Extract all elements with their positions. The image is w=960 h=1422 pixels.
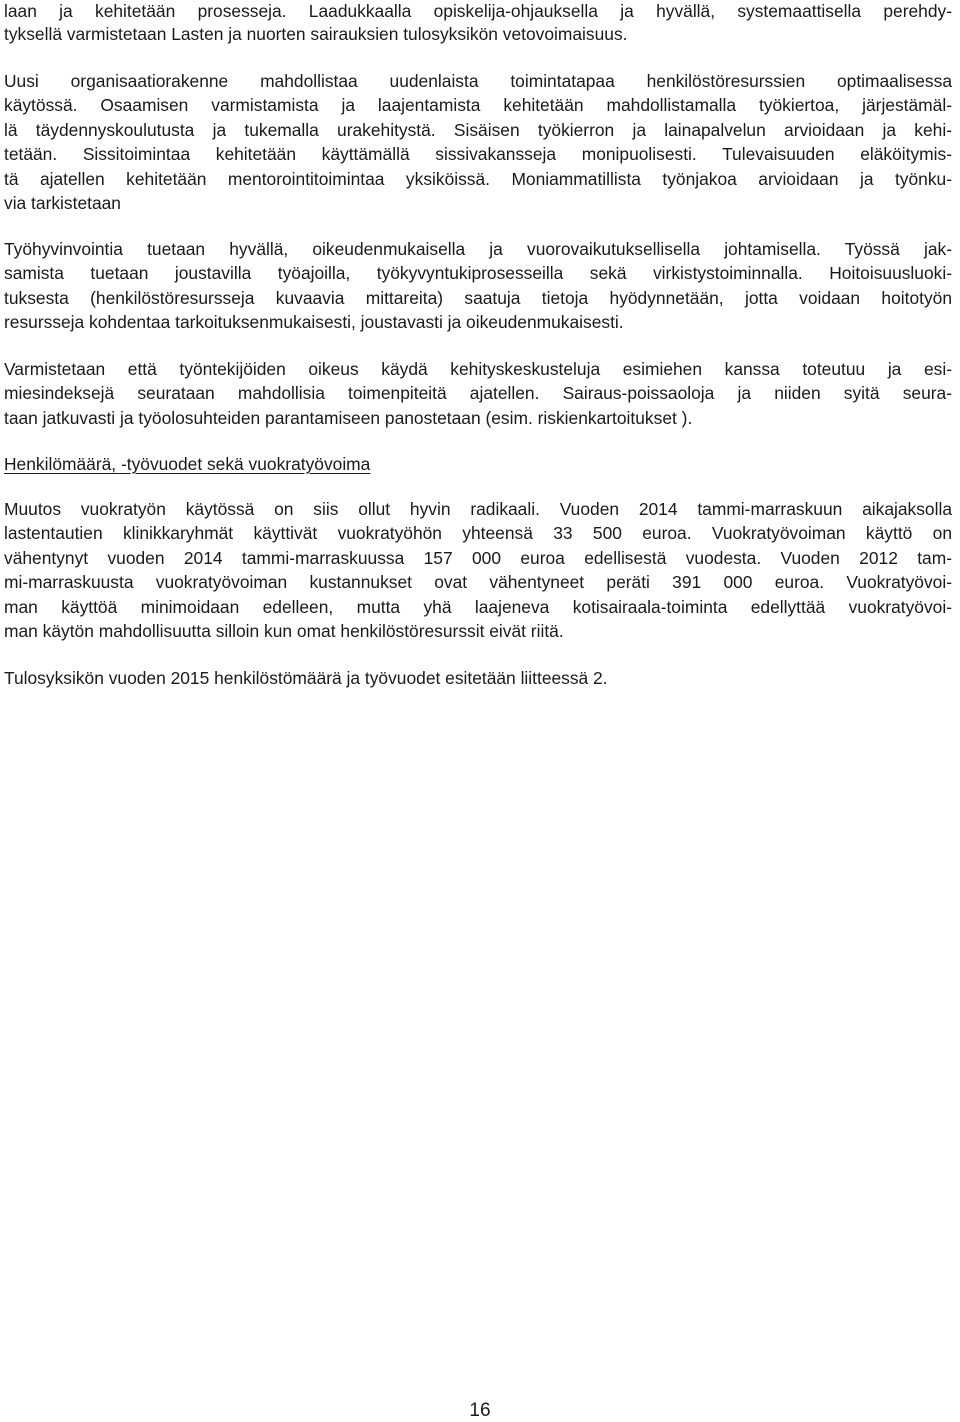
section-paragraph-1-line-3: vähentynyt vuoden 2014 tammi-marraskuussa 157 000 euroa edellisestä vuodesta. Vuoden 2012 tam- [4, 548, 952, 568]
paragraph-4-line-3: taan jatkuvasti ja työolosuhteiden parantamiseen panostetaan (esim. riskienkartoitukset ). [4, 408, 693, 428]
paragraph-3-line-4: resursseja kohdentaa tarkoituksenmukaisesti, joustavasti ja oikeudenmukaisesti. [4, 312, 624, 332]
paragraph-4-line-2: miesindeksejä seurataan mahdollisia toimenpiteitä ajatellen. Sairaus-poissaoloja ja niiden syitä seura- [4, 383, 952, 403]
paragraph-2-line-6: via tarkistetaan [4, 193, 121, 213]
section-paragraph-1-line-5: man käyttöä minimoidaan edelleen, mutta yhä laajeneva kotisairaala-toiminta edellyttää vuokratyövoi- [4, 597, 952, 617]
section-paragraph-1-line-6: man käytön mahdollisuutta silloin kun omat henkilöstöresurssit eivät riitä. [4, 621, 564, 641]
paragraph-2-line-1: Uusi organisaatiorakenne mahdollistaa uudenlaista toimintatapaa henkilöstöresurssien optimaalisessa [4, 71, 952, 91]
paragraph-3-line-3: tuksesta (henkilöstöresursseja kuvaavia mittareita) saatuja tietoja hyödynnetään, jotta voidaan hoitotyön [4, 288, 952, 308]
section-paragraph-1-line-4: mi-marraskuusta vuokratyövoiman kustannukset ovat vähentyneet peräti 391 000 euroa. Vuokratyövoi- [4, 572, 952, 592]
paragraph-3-line-2: samista tuetaan joustavilla työajoilla, työkyvyntukiprosesseilla sekä virkistystoiminnalla. Hoitoisuusluoki- [4, 263, 952, 283]
paragraph-2-line-2: käytössä. Osaamisen varmistamista ja laajentamista kehitetään mahdollistamalla työkiertoa, järjestämäl- [4, 95, 952, 115]
paragraph-1-line-1: laan ja kehitetään prosesseja. Laadukkaalla opiskelija-ohjauksella ja hyvällä, systemaattisella perehdy- [4, 1, 952, 21]
page-number: 16 [469, 1400, 491, 1421]
paragraph-2-line-3: lä täydennyskoulutusta ja tukemalla urakehitystä. Sisäisen työkierron ja lainapalvelun arvioidaan ja kehi- [4, 120, 952, 140]
section-heading: Henkilömäärä, -työvuodet sekä vuokratyövoima [4, 454, 371, 474]
paragraph-4-line-1: Varmistetaan että työntekijöiden oikeus käydä kehityskeskusteluja esimiehen kanssa toteutuu ja esi- [4, 359, 952, 379]
section-paragraph-2-line-1: Tulosyksikön vuoden 2015 henkilöstömäärä ja työvuodet esitetään liitteessä 2. [4, 668, 608, 688]
paragraph-1-line-2: tyksellä varmistetaan Lasten ja nuorten sairauksien tulosyksikön vetovoimaisuus. [4, 24, 628, 44]
paragraph-2-line-5: tä ajatellen kehitetään mentorointitoimintaa yksiköissä. Moniammatillista työnjakoa arvioidaan ja työnku- [4, 169, 952, 189]
paragraph-3-line-1: Työhyvinvointia tuetaan hyvällä, oikeudenmukaisella ja vuorovaikutuksellisella johtamisella. Työssä jak- [4, 239, 952, 259]
section-paragraph-1-line-1: Muutos vuokratyön käytössä on siis ollut hyvin radikaali. Vuoden 2014 tammi-marraskuun aikajaksolla [4, 499, 952, 519]
section-paragraph-1-line-2: lastentautien klinikkaryhmät käyttivät vuokratyöhön yhteensä 33 500 euroa. Vuokratyövoiman käyttö on [4, 523, 952, 543]
paragraph-2-line-4: tetään. Sissitoimintaa kehitetään käyttämällä sissivakansseja monipuolisesti. Tulevaisuuden eläköitymis- [4, 144, 952, 164]
